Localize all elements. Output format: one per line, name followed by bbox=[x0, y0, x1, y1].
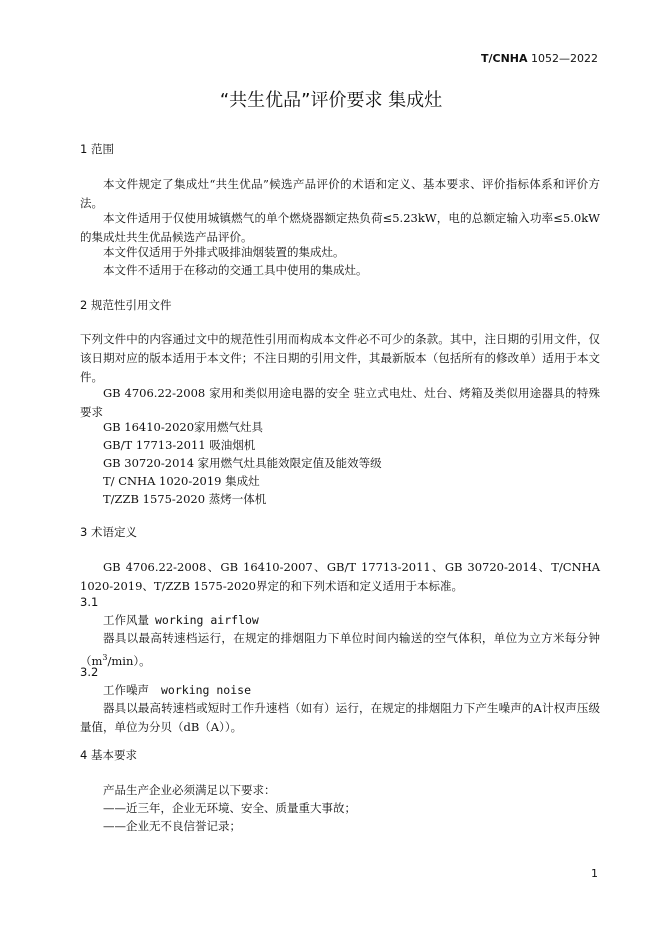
ref-item-5: T/ CNHA 1020-2019 集成灶 bbox=[103, 474, 260, 488]
ref-item-4: GB 30720-2014 家用燃气灶具能效限定值及能效等级 bbox=[103, 456, 382, 470]
term-3-1-cn: 工作风量 bbox=[103, 613, 149, 627]
term-3-2-en: working noise bbox=[161, 683, 252, 697]
s2-intro: 下列文件中的内容通过文中的规范性引用而构成本文件必不可少的条款。其中，注日期的引用文件，仅该日期对应的版本适用于本文件；不注日期的引用文件，其最新版本（包括所有的修改单）适用于本文件。 bbox=[80, 332, 600, 384]
term-3-2-cn: 工作噪声 bbox=[103, 683, 149, 697]
ref-item-1: GB 4706.22-2008 家用和类似用途电器的安全 驻立式电灶、灶台、烤箱及类似用途器具的特殊要求 bbox=[80, 386, 600, 419]
document-code: T/CNHA 1052—2022 bbox=[480, 52, 598, 65]
section-4-heading: 4 基本要求 bbox=[80, 748, 137, 762]
s4-paragraph-1: 产品生产企业必须满足以下要求： bbox=[103, 783, 276, 797]
ref-item-2: GB 16410-2020家用燃气灶具 bbox=[103, 420, 264, 434]
term-3-1-en: working airflow bbox=[155, 613, 259, 627]
term-3-2-definition: 器具以最高转速档或短时工作升速档（如有）运行，在规定的排烟阻力下产生噪声的A计权声压级量值，单位为分贝（dB（A））。 bbox=[80, 701, 600, 734]
s3-intro: GB 4706.22-2008、GB 16410-2007、GB/T 17713-2011、GB 30720-2014、T/CNHA 1020-2019、T/ZZB 1575-2020界定的和下列术语和定义适用于本标准。 bbox=[80, 560, 600, 593]
ref-item-6: T/ZZB 1575-2020 蒸烤一体机 bbox=[103, 492, 267, 506]
s4-paragraph-2: ——近三年，企业无环境、安全、质量重大事故； bbox=[103, 801, 356, 815]
section-2-heading: 2 规范性引用文件 bbox=[80, 298, 172, 312]
term-3-2-number: 3.2 bbox=[80, 665, 99, 679]
term-3-2-title bbox=[103, 681, 251, 700]
term-3-1-title bbox=[103, 611, 259, 630]
s4-paragraph-3: ——企业无不良信誉记录； bbox=[103, 819, 241, 833]
section-1-heading: 1 范围 bbox=[80, 142, 114, 156]
page-number: 1 bbox=[591, 867, 598, 880]
document-title: “共生优品”评价要求 集成灶 bbox=[219, 90, 443, 111]
s1-paragraph-3: 本文件仅适用于外排式吸排油烟装置的集成灶。 bbox=[103, 245, 345, 259]
s1-paragraph-4: 本文件不适用于在移动的交通工具中使用的集成灶。 bbox=[103, 263, 368, 277]
s1-paragraph-1: 本文件规定了集成灶“共生优品”候选产品评价的术语和定义、基本要求、评价指标体系和评价方法。 bbox=[80, 177, 600, 210]
section-3-heading: 3 术语定义 bbox=[80, 525, 137, 539]
term-3-1-definition: 器具以最高转速档运行，在规定的排烟阻力下单位时间内输送的空气体积，单位为立方米每分钟$(m^3/\min)$。 bbox=[80, 631, 600, 668]
term-3-1-number: 3.1 bbox=[80, 595, 99, 609]
s1-paragraph-2: 本文件适用于仅使用城镇燃气的单个燃烧器额定热负荷≤5.23kW，电的总额定输入功率≤5.0kW 的集成灶共生优品候选产品评价。 bbox=[80, 211, 600, 244]
ref-item-3: GB/T 17713-2011 吸油烟机 bbox=[103, 438, 256, 452]
